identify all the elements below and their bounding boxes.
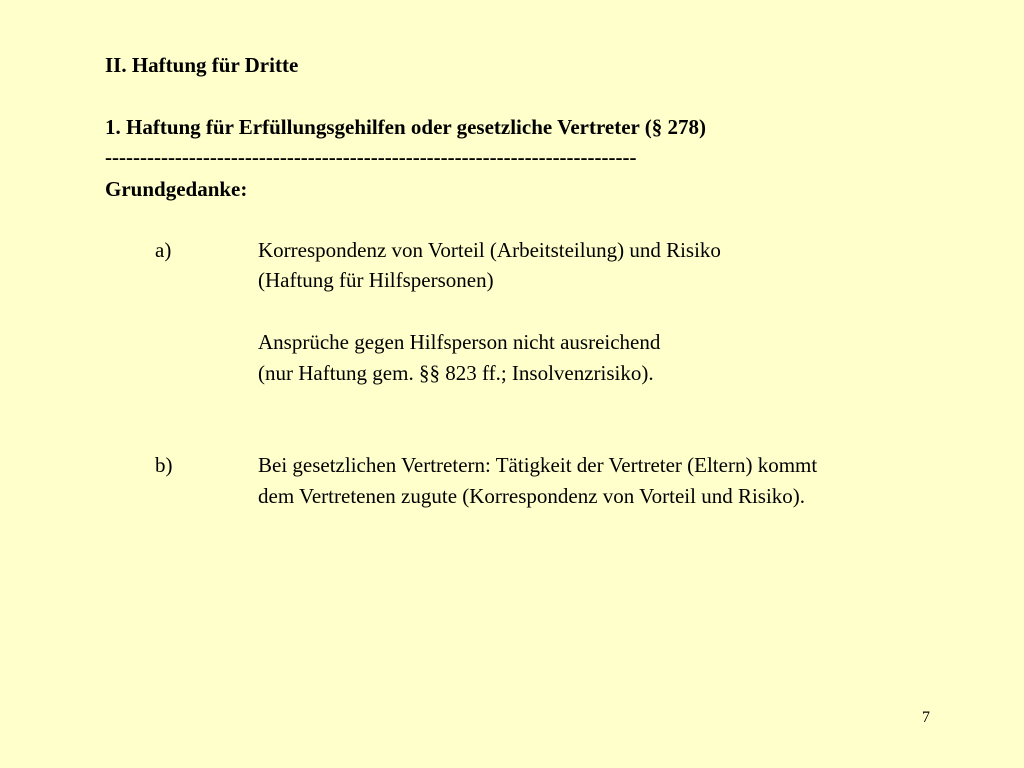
item-b-line-1: Bei gesetzlichen Vertretern: Tätigkeit der Vertreter (Eltern) kommt (258, 453, 818, 477)
item-a-line-1: Korrespondenz von Vorteil (Arbeitsteilung) und Risiko (258, 238, 721, 262)
item-b-marker: b) (155, 453, 173, 477)
item-a-line-4: (nur Haftung gem. §§ 823 ff.; Insolvenzrisiko). (258, 361, 654, 385)
slide-heading: II. Haftung für Dritte (105, 53, 299, 77)
dashed-divider: ---------------------------------------------------------------------------- (105, 145, 637, 169)
item-a-line-3: Ansprüche gegen Hilfsperson nicht ausreichend (258, 330, 661, 354)
item-a-line-2: (Haftung für Hilfspersonen) (258, 268, 494, 292)
slide-subheading: 1. Haftung für Erfüllungsgehilfen oder gesetzliche Vertreter (§ 278) (105, 115, 706, 139)
item-a-marker: a) (155, 238, 172, 262)
section-label: Grundgedanke: (105, 177, 248, 201)
page-number: 7 (922, 709, 930, 726)
item-b-line-2: dem Vertretenen zugute (Korrespondenz von Vorteil und Risiko). (258, 484, 806, 508)
